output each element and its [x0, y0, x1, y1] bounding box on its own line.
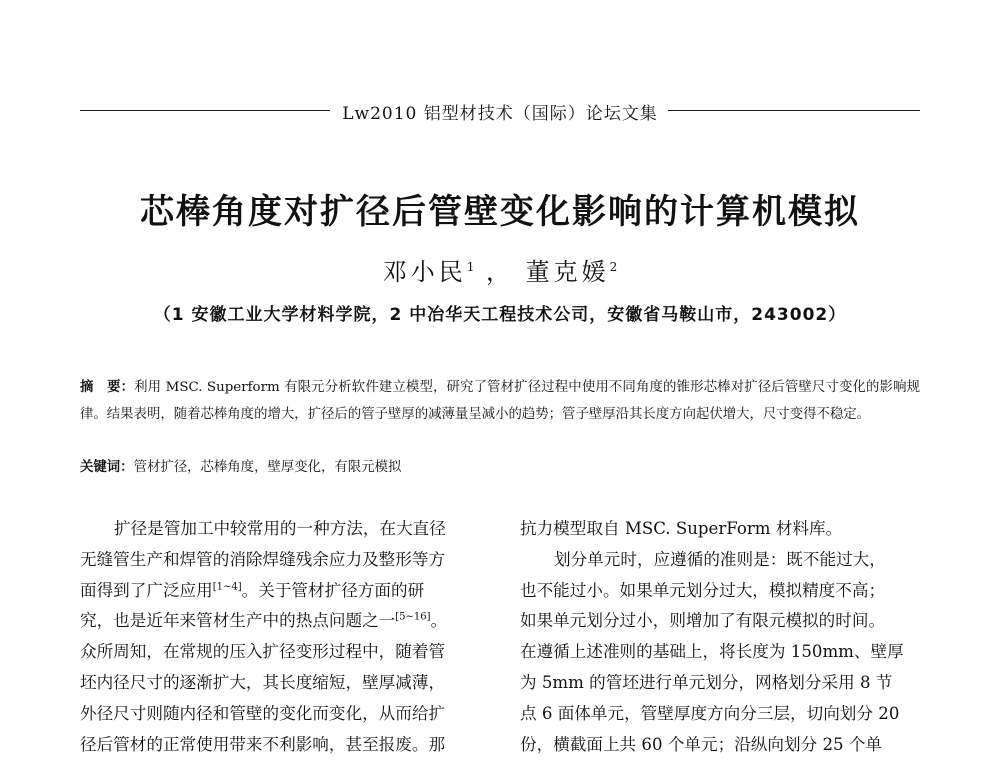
abstract-label: 摘 要： — [80, 379, 135, 395]
body-line: 划分单元时，应遵循的准则是：既不能过大， — [554, 549, 886, 569]
body-line: 无缝管生产和焊管的消除焊缝残余应力及整形等方 — [80, 549, 446, 569]
body-text: 。 — [430, 611, 448, 631]
author-list — [0, 252, 1000, 287]
body-text: 究，也是近年来管材生产中的热点问题之一 — [80, 611, 396, 631]
body-column-left — [80, 514, 480, 760]
body-line: 在遵循上述准则的基础上，将长度为 150mm、壁厚 — [520, 642, 904, 662]
author-name: 邓小民 — [382, 258, 467, 286]
body-line: 众所周知，在常规的压入扩径变形过程中，随着管 — [80, 642, 446, 662]
body-line: 也不能过小。如果单元划分过大，模拟精度不高； — [520, 580, 886, 600]
body-text: 。关于管材扩径方面的研 — [241, 580, 425, 600]
paper-title: 芯棒角度对扩径后管壁变化影响的计算机模拟 — [140, 192, 860, 232]
author-separator: ， — [486, 258, 514, 286]
body-line — [80, 576, 480, 607]
body-line — [80, 606, 480, 637]
keywords-label: 关键词： — [80, 459, 134, 475]
author-affiliation-mark: 1 — [466, 260, 475, 274]
citation-ref: [5~16] — [395, 611, 431, 623]
body-line: 如果单元划分过小，则增加了有限元模拟的时间。 — [520, 611, 886, 631]
keywords — [80, 454, 920, 481]
body-line: 坯内径尺寸的逐渐扩大，其长度缩短，壁厚减薄， — [80, 672, 446, 692]
abstract — [80, 374, 920, 428]
body-line: 份，横截面上共 60 个单元；沿纵向划分 25 个单 — [520, 734, 883, 754]
body-line: 径后管材的正常使用带来不利影响，甚至报废。那 — [80, 734, 446, 754]
body-column-right — [520, 514, 920, 760]
author-name: 董克媛 — [525, 258, 610, 286]
body-line: 扩径是管加工中较常用的一种方法，在大直径 — [114, 519, 446, 538]
affiliation-line: （1 安徽工业大学材料学院，2 中冶华天工程技术公司，安徽省马鞍山市，243002） — [153, 305, 847, 325]
body-line: 抗力模型取自 MSC. SuperForm 材料库。 — [520, 519, 843, 538]
body-line: 外径尺寸则随内径和管壁的变化而变化，从而给扩 — [80, 703, 446, 723]
running-header — [0, 99, 1000, 124]
citation-ref: [1~4] — [212, 581, 242, 593]
keywords-text: 管材扩径，芯棒角度，壁厚变化，有限元模拟 — [133, 460, 402, 475]
body-line: 点 6 面体单元，管壁厚度方向分三层，切向划分 20 — [520, 703, 900, 723]
body-text: 面得到了广泛应用 — [80, 580, 213, 600]
running-header-text: Lw2010 铝型材技术（国际）论坛文集 — [332, 104, 668, 124]
abstract-text: 利用 MSC. Superform 有限元分析软件建立模型，研究了管材扩径过程中使用不同角度的锥形芯棒对扩径后管壁尺寸变化的影响规律。结果表明，随着芯棒角度的增大，扩径后的管子壁厚的减薄量呈减小的趋势；管子壁厚沿其长度方向起伏增大，尺寸变得不稳定。 — [80, 380, 920, 422]
body-line: 为 5mm 的管坯进行单元划分，网格划分采用 8 节 — [520, 672, 893, 692]
author-affiliation-mark: 2 — [609, 260, 618, 274]
